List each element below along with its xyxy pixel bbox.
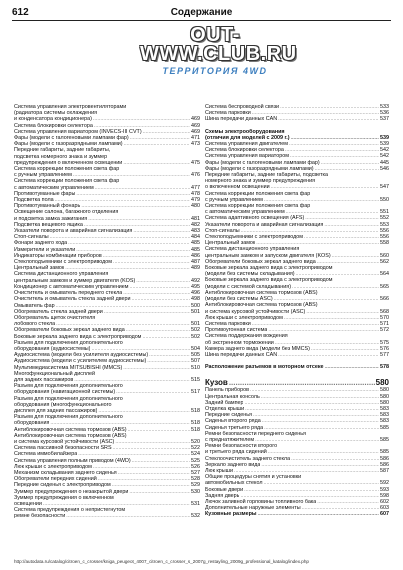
- page-header: [12, 4, 391, 20]
- toc-page-number: 524: [191, 451, 200, 458]
- toc-entry-title: Шина передачи данных CAN: [205, 351, 278, 358]
- toc-page-number: 481: [191, 215, 200, 222]
- toc-entry-title: и конденсатора кондиционера): [14, 116, 92, 123]
- toc-entry-title: Противоугонная система: [205, 327, 268, 334]
- toc-entry-title: оборудования (аудиосистемы): [14, 345, 91, 352]
- toc-entry-title: Система парковки: [205, 110, 251, 117]
- toc-entry-line: Антиблокировочная система тормозов (ABS): [205, 289, 318, 296]
- toc-page-number: 469: [191, 122, 200, 129]
- toc-entry-title: Указатели поворота и аварийная сигнализация: [14, 228, 133, 235]
- toc-page-number: 505: [191, 352, 200, 359]
- toc-entry-line: Разъем для подключения дополнительного: [14, 339, 123, 346]
- logo-tagline: ТЕРРИТОРИЯ 4WD: [162, 66, 268, 76]
- logo-line-1: OUT-: [190, 24, 240, 46]
- toc-page-number: 580: [380, 393, 389, 400]
- toc-entry-title: Система парковки: [205, 320, 251, 327]
- toc-entry-title: Фары (модели с газоразрядными лампами): [14, 141, 123, 148]
- toc-page-number: 580: [380, 399, 389, 406]
- toc-page-number: 515: [191, 376, 200, 383]
- toc-page-number: 476: [191, 172, 200, 179]
- toc-page-number: 558: [380, 240, 389, 247]
- toc-page-number: 483: [191, 228, 200, 235]
- toc-page-number: 572: [380, 327, 389, 334]
- toc-entry-title: Передние сиденья с электроприводом: [14, 482, 111, 489]
- toc-leader-dots: [116, 389, 190, 395]
- toc-entry-title: Камера заднего вида (модели без MMCS): [205, 345, 310, 352]
- toc-page-number: 542: [380, 147, 389, 154]
- toc-entry-line: Боковые зеркала заднего вида с электроприводом: [205, 277, 333, 284]
- toc-entry-title: автомобильных стекол: [205, 480, 263, 487]
- toc-entry-title: Обогреватели боковых зеркал заднего вида: [14, 327, 125, 334]
- toc-page-number: 507: [191, 358, 200, 365]
- toc-page-number: 482: [191, 221, 200, 228]
- toc-left-column: [14, 104, 200, 520]
- toc-entry-title: оборудования: [14, 420, 50, 427]
- toc-entry-line: Система дистанционного управления: [205, 246, 300, 253]
- toc-page-number: 585: [380, 436, 389, 443]
- toc-entry-title: и система курсовой устойчивости (ASC): [14, 438, 115, 445]
- toc-entry-line: номерного знака и зуммер предупреждения: [205, 178, 316, 185]
- toc-entry-line: оборудования (многофункционального: [14, 401, 112, 408]
- page-number: 612: [12, 6, 29, 18]
- toc-entry-title: Центральный замок: [205, 240, 256, 247]
- toc-page-number: 487: [191, 259, 200, 266]
- toc-entry-title: и система курсовой устойчивости (ASC): [205, 308, 306, 315]
- toc-entry-title: Кузовные размеры: [205, 511, 257, 518]
- toc-entry-title: оборудования (навигационной системы): [14, 389, 116, 396]
- toc-page-number: 522: [191, 445, 200, 452]
- toc-leader-dots: [124, 141, 190, 147]
- toc-entry-title: Задняя дверь: [205, 492, 240, 499]
- toc-entry-title: Расположение разъемов в моторном отсеке: [205, 364, 324, 371]
- toc-page-number: 480: [191, 203, 200, 210]
- toc-leader-dots: [123, 160, 190, 166]
- toc-entry-title: Боковые зеркала заднего вида с электроприводом: [14, 333, 142, 340]
- toc-page-number: 583: [380, 405, 389, 412]
- toc-entry-title: (модели без системы ASC): [205, 296, 273, 303]
- toc-entry-title: Индикаторы комбинации приборов: [14, 252, 102, 259]
- toc-entry-line: Зуммер предупреждения о включенном: [14, 494, 114, 501]
- toc-entry-title: Боковые двери: [205, 486, 244, 493]
- toc-entry-line: Боковые зеркала заднего вида с электроприводом: [205, 265, 333, 272]
- toc-entry-title: с автоматическим управлением: [14, 184, 94, 191]
- toc-entry-title: Сиденья второго ряда: [205, 418, 261, 425]
- toc-page-number: 502: [191, 327, 200, 334]
- toc-page-number: 533: [380, 104, 389, 110]
- toc-entry-title: Аудиосистема (модели с усилителем аудиосистемы): [14, 358, 147, 365]
- toc-page-number: 578: [380, 364, 389, 371]
- toc-entry-title: Стеклоочиститель заднего стекла: [205, 455, 291, 462]
- toc-page-number: 537: [380, 116, 389, 123]
- toc-page-number: 586: [380, 455, 389, 462]
- toc-entry-title: Стоп-сигналы: [205, 227, 240, 234]
- toc-entry-title: Очиститель и омыватель переднего стекла: [14, 290, 123, 297]
- toc-entry: [14, 427, 200, 433]
- toc-entry-title: Система пассивной безопасности SRS: [14, 445, 112, 452]
- toc-page-number: 539: [380, 141, 389, 148]
- page-title: Содержание: [170, 6, 233, 18]
- toc-page-number: 489: [191, 265, 200, 272]
- toc-entry-title: Мультимедиасистема MITSUBISHI (MMCS): [14, 364, 123, 371]
- toc-entry-title: с ручным управлением: [14, 172, 72, 179]
- toc-leader-dots: [66, 513, 190, 519]
- toc-page-number: 575: [380, 339, 389, 346]
- toc-entry-line: Антиблокировочная система тормозов (ABS): [205, 302, 318, 309]
- toc-leader-dots: [292, 284, 379, 290]
- toc-entry-title: Фонари заднего хода: [14, 240, 68, 247]
- toc-entry-line: (радиатора системы охлаждения: [14, 110, 98, 117]
- toc-page-number: 592: [380, 480, 389, 487]
- toc-page-number: 564: [380, 271, 389, 278]
- toc-entry: [14, 513, 200, 519]
- toc-entry-title: Аудиосистема (модели без усилителя аудиосистемы): [14, 352, 149, 359]
- toc-leader-dots: [104, 309, 190, 315]
- toc-page-number: 583: [380, 412, 389, 419]
- toc-page-number: 587: [380, 467, 389, 474]
- toc-entry-title: Зуммер предупреждения о незакрытой двери: [14, 488, 129, 495]
- toc-page-number: 529: [191, 482, 200, 489]
- toc-entry-title: Обогреватели боковых зеркал заднего вида: [205, 258, 316, 265]
- toc-page-number: 485: [191, 240, 200, 247]
- toc-page-number: 550: [380, 196, 389, 203]
- toc-entry: [205, 284, 389, 290]
- toc-page-number: 500: [191, 302, 200, 309]
- toc-entry-title: ремне безопасности: [14, 513, 66, 520]
- toc-page-number: 469: [191, 128, 200, 135]
- toc-entry-title: Обогреватели передних сидений: [14, 476, 97, 483]
- toc-leader-dots: [258, 511, 379, 517]
- toc-entry-title: о включенном освещении: [205, 184, 270, 191]
- toc-entry-title: Фары (модели с газоразрядными лампами): [205, 165, 314, 172]
- site-logo: [140, 24, 297, 84]
- toc-page-number: 527: [191, 469, 200, 476]
- toc-page-number: 518: [191, 426, 200, 433]
- toc-page-number: 526: [191, 463, 200, 470]
- toc-entry-line: Система поддержания вождения: [205, 333, 288, 340]
- toc-leader-dots: [278, 352, 379, 358]
- toc-page-number: 531: [191, 501, 200, 507]
- toc-entry-title: освещении: [14, 501, 42, 507]
- toc-page-number: 445: [380, 159, 389, 166]
- toc-entry-title: (отличия для моделей с 2009 г.): [205, 134, 290, 141]
- toc-entry-title: Система блокировки селектора: [205, 147, 284, 154]
- toc-page-number: 469: [191, 116, 200, 123]
- toc-page-number: 477: [191, 184, 200, 191]
- toc-entry: [205, 352, 389, 358]
- toc-entry: [14, 389, 200, 395]
- toc-leader-dots: [142, 334, 190, 340]
- toc-leader-dots: [123, 365, 190, 371]
- toc-entry: [14, 309, 200, 315]
- toc-entry-title: (модели без системы складывания): [205, 271, 295, 278]
- toc-page-number: 501: [191, 321, 200, 328]
- toc-page-number: 471: [191, 135, 200, 142]
- toc-entry-line: Система дистанционного управления: [14, 271, 109, 278]
- toc-entry-title: Задний бампер: [205, 399, 244, 406]
- toc-entry-line: Обогреватель щеток очистителя: [14, 314, 96, 321]
- toc-entry-title: с автоматическим управлением: [205, 209, 285, 216]
- toc-page-number: 478: [191, 190, 200, 197]
- toc-page-number: 504: [191, 345, 200, 352]
- toc-entry-title: центральным замком и запуском двигателя (KOS): [205, 252, 331, 259]
- toc-entry-title: Омыватель фар: [14, 302, 55, 309]
- logo-line-2: WWW.CLUB.RU: [140, 43, 297, 65]
- toc-leader-dots: [129, 489, 190, 495]
- toc-page-number: 528: [191, 476, 200, 483]
- toc-entry-title: Механизм складывания заднего сиденья: [14, 469, 117, 476]
- toc-entry-line: Антиблокировочная система тормозов (ABS): [14, 432, 127, 439]
- toc-entry-title: Стеклоподъемники с электроприводом: [205, 234, 303, 241]
- toc-page-number: 495: [191, 283, 200, 290]
- toc-page-number: 580: [375, 378, 389, 388]
- toc-page-number: 593: [380, 486, 389, 493]
- toc-page-number: 525: [191, 457, 200, 464]
- toc-entry-line: Разъем для подключения дополнительного: [14, 414, 123, 421]
- toc-entry-title: Система управления вариатором: [205, 153, 289, 160]
- toc-page-number: 585: [380, 424, 389, 431]
- toc-page-number: 553: [380, 221, 389, 228]
- toc-page-number: 552: [380, 215, 389, 222]
- toc-entry-title: Лючок заливной горловины топливного бака: [205, 498, 317, 505]
- toc-entry-title: Шина передачи данных CAN: [205, 116, 278, 123]
- toc-page-number: 484: [191, 234, 200, 241]
- toc-page-number: 496: [191, 290, 200, 297]
- toc-spacer: [205, 370, 389, 376]
- toc-entry-line: Передние габариты, задние габариты,: [14, 147, 111, 154]
- toc-leader-dots: [271, 184, 379, 190]
- toc-entry-title: об экстренном торможении: [205, 339, 274, 346]
- toc-page-number: 546: [380, 165, 389, 172]
- toc-entry-title: Система управления вариатором (INVECS-III CVT): [14, 128, 142, 135]
- toc-entry-line: Разъем для подключения дополнительного: [14, 383, 123, 390]
- toc-entry-line: Система управления электровентиляторами: [14, 104, 127, 110]
- toc-page-number: 547: [380, 184, 389, 191]
- toc-entry: [205, 116, 389, 122]
- toc-page-number: 577: [380, 351, 389, 358]
- toc-page-number: 530: [191, 488, 200, 495]
- toc-entry-line: Система коррекции положения света фар: [205, 190, 311, 197]
- toc-entry-title: центральным замком и зуммер двигателя (KOS): [14, 277, 136, 284]
- toc-page-number: 607: [380, 511, 389, 518]
- toc-page-number: 520: [191, 438, 200, 445]
- toc-entry-title: Подсветка пола: [14, 197, 54, 204]
- toc-entry-line: Схемы электрооборудования: [205, 128, 285, 135]
- toc-entry-line: Система предупреждения о непристегнутом: [14, 507, 126, 514]
- toc-entry: [14, 334, 200, 340]
- toc-entry: [14, 489, 200, 495]
- toc-entry-title: Фары (модели с галогеновыми лампами фар): [205, 159, 320, 166]
- toc-entry-title: Очиститель и омыватель стекла задней двери: [14, 296, 131, 303]
- toc-entry-title: с ручным управлением: [205, 196, 263, 203]
- toc-entry-title: Люк крыши с электроприводом: [14, 463, 92, 470]
- toc-entry-line: Система коррекции положения света фар: [205, 203, 311, 210]
- toc-entry-line: Освещение салона, багажного отделения: [14, 209, 119, 216]
- toc-page-number: 539: [380, 134, 389, 141]
- toc-right-column: [205, 104, 389, 518]
- toc-entry-line: Ремни безопасности второго: [205, 443, 278, 450]
- toc-entry-line: Ремни безопасности переднего сиденья: [205, 430, 306, 437]
- toc-page-number: 517: [191, 389, 200, 396]
- toc-entry-title: Система беспроводной связи: [205, 104, 280, 110]
- toc-entry-title: Кондиционер с автоматическим управлением: [14, 283, 129, 290]
- toc-entry-line: Система коррекции положения света фар: [14, 178, 120, 185]
- toc-page-number: 542: [380, 153, 389, 160]
- toc-entry-line: подсветка номерного знака и зуммер: [14, 153, 108, 160]
- toc-entry-title: Противотуманный фонарь: [14, 203, 81, 210]
- toc-page-number: 518: [191, 420, 200, 427]
- toc-page-number: 532: [191, 513, 200, 520]
- toc-entry-title: Стоп-сигналы: [14, 234, 49, 241]
- toc-entry-title: с преднатяжителем: [205, 436, 255, 443]
- toc-entry: [205, 184, 389, 190]
- toc-page-number: 583: [380, 418, 389, 425]
- toc-leader-dots: [325, 364, 379, 370]
- toc-entry-title: Передние сиденья: [205, 412, 252, 419]
- toc-page-number: 473: [191, 141, 200, 148]
- toc-entry-title: Стеклоподъемники с электроприводом: [14, 259, 112, 266]
- toc-page-number: 598: [380, 492, 389, 499]
- toc-entry-title: Фары (модели с галогеновыми лампами фар): [14, 135, 129, 142]
- toc-entry-title: Люк крыши: [205, 467, 234, 474]
- toc-page-number: 551: [380, 209, 389, 216]
- toc-entry-title: Указатели поворота и аварийная сигнализация: [205, 221, 324, 228]
- toc-page-number: 576: [380, 345, 389, 352]
- toc-entry-title: дисплея для задних пассажиров): [14, 407, 98, 414]
- toc-entry-title: Система адаптивного освещения (AFS): [205, 215, 305, 222]
- toc-entry-line: Многофункциональный дисплей: [14, 370, 96, 377]
- toc-entry-title: Измерители и указатели: [14, 246, 76, 253]
- toc-page-number: 536: [380, 110, 389, 117]
- toc-entry: [14, 365, 200, 371]
- toc-entry-title: Центральная консоль: [205, 393, 260, 400]
- toc-page-number: 498: [191, 296, 200, 303]
- toc-page-number: 492: [191, 277, 200, 284]
- toc-entry-title: Подсветка вещевого ящика: [14, 221, 83, 228]
- toc-page-number: 586: [380, 461, 389, 468]
- toc-page-number: 518: [191, 407, 200, 414]
- toc-page-number: 501: [191, 308, 200, 315]
- toc-page-number: 486: [191, 252, 200, 259]
- toc-entry-title: Люк крыши с электроприводом: [205, 314, 283, 321]
- toc-page-number: 562: [380, 258, 389, 265]
- toc-entry-title: (модели с системой складывания): [205, 283, 291, 290]
- toc-entry-title: для задних пассажиров: [14, 376, 74, 383]
- toc-entry-title: Обогреватель стекла задней двери: [14, 308, 103, 315]
- toc-page-number: 556: [380, 234, 389, 241]
- toc-entry: [205, 425, 389, 431]
- toc-entry: [205, 364, 389, 370]
- toc-page-number: 565: [380, 283, 389, 290]
- toc-entry-title: лобового стекла: [14, 321, 56, 328]
- toc-page-number: 556: [380, 227, 389, 234]
- toc-page-number: 510: [191, 364, 200, 371]
- toc-entry-title: Отделка крыши: [205, 405, 245, 412]
- toc-page-number: 485: [191, 246, 200, 253]
- toc-entry-title: Зеркало заднего вида: [205, 461, 261, 468]
- toc-entry-title: Система блокировки селектора: [14, 122, 93, 129]
- toc-entry-title: Панель приборов: [205, 387, 249, 394]
- toc-entry: [205, 378, 389, 387]
- toc-page-number: 585: [380, 449, 389, 456]
- toc-entry-title: и третьего ряда сидений: [205, 449, 267, 456]
- toc-entry: [205, 511, 389, 517]
- toc-leader-dots: [128, 427, 190, 433]
- toc-entry-title: Сиденья третьего ряда: [205, 424, 264, 431]
- toc-entry-title: предупреждения о включенном освещении: [14, 159, 123, 166]
- toc-entry-line: Передние габариты, задние габариты, подсветка: [205, 172, 328, 179]
- toc-entry-title: Дополнительные наружные элементы: [205, 505, 301, 512]
- toc-page-number: 566: [380, 296, 389, 303]
- toc-entry-title: Система иммобилайзера: [14, 451, 78, 458]
- toc-entry-title: и подсветка замка зажигания: [14, 215, 88, 222]
- toc-entry-line: Разъем для подключения дополнительного: [14, 395, 123, 402]
- toc-entry-title: Кузов: [205, 378, 228, 388]
- toc-page-number: 571: [380, 320, 389, 327]
- toc-page-number: 580: [380, 387, 389, 394]
- toc-page-number: 502: [191, 333, 200, 340]
- toc-entry-line: Система коррекции положения света фар: [14, 166, 120, 173]
- toc-entry-title: Антиблокировочная система тормозов (ABS): [14, 426, 127, 433]
- toc-entry-title: Противотуманные фары: [14, 190, 76, 197]
- toc-entry-line: Общие процедуры снятия и установки: [205, 474, 302, 481]
- header-rule: [12, 20, 391, 21]
- toc-page-number: 570: [380, 314, 389, 321]
- toc-leader-dots: [264, 425, 379, 431]
- toc-leader-dots: [229, 378, 375, 387]
- toc-page-number: 560: [380, 252, 389, 259]
- toc-page-number: 568: [380, 308, 389, 315]
- footer-url: http://autodata.ru/catalog/citroen_c_crosser/kniga_peugeot_4007_citroen_c_crosser_s_2007g_restayling_2009g_professional_katalog/index.php: [14, 559, 309, 564]
- toc-entry-title: Центральный замок: [14, 265, 65, 272]
- toc-page-number: 479: [191, 197, 200, 204]
- toc-entry-title: Система управления полным приводом (4WD): [14, 457, 131, 464]
- toc-page-number: 603: [380, 505, 389, 512]
- toc-page-number: 602: [380, 498, 389, 505]
- toc-leader-dots: [278, 116, 379, 122]
- toc-page-number: 475: [191, 159, 200, 166]
- toc-entry-title: Система управления двигателем: [205, 141, 288, 148]
